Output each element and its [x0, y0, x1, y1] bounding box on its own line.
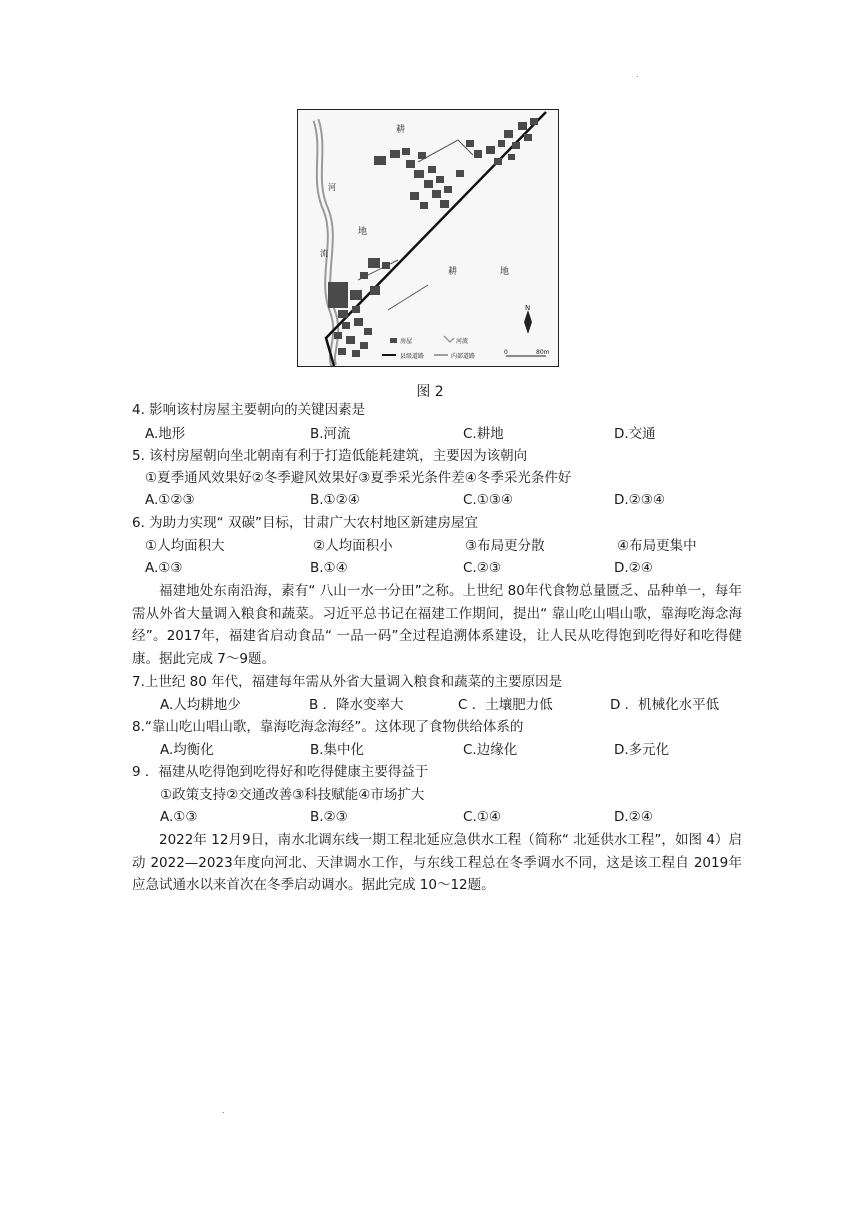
q8-option-d: D.多元化	[614, 742, 670, 758]
q8-option-a: A.均衡化	[160, 742, 214, 758]
legend-inner-road: 内部道路	[451, 353, 476, 360]
q6-item-4: ④布局更集中	[617, 538, 697, 554]
q9-option-d: D.②④	[614, 809, 653, 825]
question-4-stem: 4. 影响该村房屋主要朝向的关键因素是	[132, 402, 366, 418]
inner-road	[358, 140, 473, 310]
q7-option-b: B ．降水变率大	[309, 697, 404, 713]
map-label-di-left: 地	[358, 227, 368, 237]
q5-items: ①夏季通风效果好②冬季避风效果好③夏季采光条件差④冬季采光条件好	[145, 470, 572, 486]
q9-items: ①政策支持②交通改善③科技赋能④市场扩大	[160, 787, 425, 803]
q6-item-1: ①人均面积大	[145, 538, 225, 554]
q6-item-3: ③布局更分散	[465, 538, 545, 554]
q5-option-c: C.①③④	[463, 492, 514, 508]
q5-option-b: B.①②④	[310, 492, 360, 508]
county-road	[326, 112, 546, 366]
q6-item-2: ②人均面积小	[313, 538, 393, 554]
q4-option-b: B.河流	[310, 426, 351, 442]
scale-0: 0	[504, 349, 508, 356]
q5-option-a: A.①②③	[145, 492, 195, 508]
q6-option-d: D.②④	[614, 560, 653, 576]
passage-fujian: 福建地处东南沿海，素有“ 八山一水一分田”之称。上世纪 80年代食物总量匮乏、品种单一，每年需从外省大量调入粮食和蔬菜。习近平总书记在福建工作期间，提出“ 靠山吃山唱山歌，靠海吃海念海经”。2017年，福建省启动食品“ 一品一码”全过程追溯体系建设，让人民从吃得饱到吃得好和吃得健康。据此完成 7～9题。	[132, 583, 742, 667]
village-map	[298, 110, 558, 366]
q9-option-c: C.①④	[463, 809, 501, 825]
scan-dot-bottom: .	[222, 1106, 225, 1115]
q5-option-d: D.②③④	[614, 492, 665, 508]
q4-option-c: C.耕地	[463, 426, 504, 442]
question-5-stem: 5. 该村房屋朝向坐北朝南有利于打造低能耗建筑，主要因为该朝向	[132, 448, 528, 464]
question-7-stem: 7.上世纪 80 年代，福建每年需从外省大量调入粮食和蔬菜的主要原因是	[132, 674, 563, 690]
q9-option-a: A.①③	[160, 809, 198, 825]
map-label-geng-right: 耕	[448, 267, 458, 277]
svg-text:N: N	[525, 304, 531, 312]
map-label-liu: 流	[320, 249, 328, 258]
question-9-stem: 9 ．福建从吃得饱到吃得好和吃得健康主要得益于	[132, 764, 429, 780]
map-label-geng-top: 耕	[396, 125, 406, 135]
q6-option-c: C.②③	[463, 560, 501, 576]
legend-county-road: 县级道路	[400, 353, 425, 360]
scan-dot: .	[636, 70, 639, 79]
north-arrow-icon	[524, 304, 532, 334]
q6-option-a: A.①③	[145, 560, 183, 576]
question-8-stem: 8.“靠山吃山唱山歌，靠海吃海念海经”。这体现了食物供给体系的	[132, 719, 524, 735]
legend-river: 河流	[456, 338, 469, 345]
legend-house: 房屋	[400, 338, 413, 345]
q9-option-b: B.②③	[310, 809, 348, 825]
figure-caption: 图 2	[416, 384, 444, 400]
scale-80: 80m	[536, 349, 550, 356]
q7-option-d: D ．机械化水平低	[610, 697, 720, 713]
q8-option-b: B.集中化	[310, 742, 365, 758]
q4-option-d: D.交通	[614, 426, 656, 442]
q6-option-b: B.①④	[310, 560, 348, 576]
passage-water-diversion: 2022年 12月9日，南水北调东线一期工程北延应急供水工程（简称“ 北延供水工程”，如图 4）启动 2022—2023年度向河北、天津调水工作，与东线工程总在冬季调水不同，这是该工程自 2019年应急试通水以来首次在冬季启动调水。据此完成 10～12题。	[132, 832, 742, 893]
village-map-figure	[297, 109, 559, 367]
q4-option-a: A.地形	[145, 426, 186, 442]
q8-option-c: C.边缘化	[463, 742, 518, 758]
q7-option-a: A.人均耕地少	[160, 697, 241, 713]
q7-option-c: C ．土壤肥力低	[458, 697, 553, 713]
map-label-di-right: 地	[500, 267, 510, 277]
question-6-stem: 6. 为助力实现“ 双碳”目标，甘肃广大农村地区新建房屋宜	[132, 515, 478, 531]
map-label-he: 河	[328, 183, 336, 192]
